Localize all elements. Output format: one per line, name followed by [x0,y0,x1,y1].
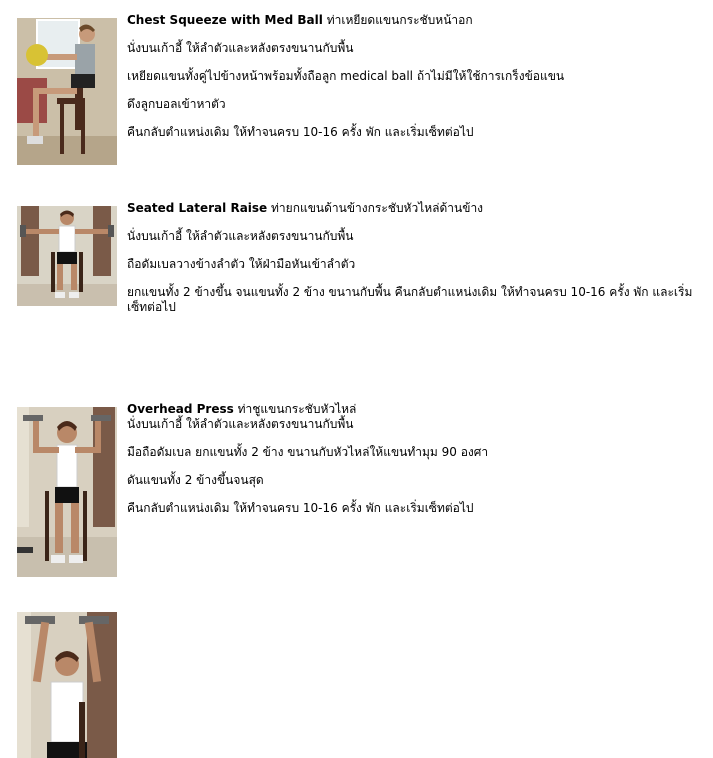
step: เหยียดแขนทั้งคู่ไปข้างหน้าพร้อมทั้งถือลูก medical ball ถ้าไม่มีให้ใช้การเกร็งข้อแขน [127,69,565,83]
step: นั่งบนเก้าอี้ ให้ลำตัวและหลังตรงขนานกับพื้น [127,417,354,431]
lateral-raise-text [127,201,709,328]
exercise-title: Seated Lateral Raise [127,201,268,215]
step: คืนกลับตำแหน่งเดิม ให้ทำจนครบ 10-16 ครั้ง พัก และเริ่มเซ็ทต่อไป [127,125,474,139]
exercise-title: Overhead Press [127,402,234,416]
lateral-raise-photo [17,206,117,306]
exercise-subtitle: ท่าชูแขนกระชับหัวไหล่ [237,402,357,416]
overhead-press-extended-photo [17,612,117,758]
exercise-title: Chest Squeeze with Med Ball [127,13,323,27]
overhead-press-start-photo [17,407,117,577]
step: นั่งบนเก้าอี้ ให้ลำตัวและหลังตรงขนานกับพื้น [127,229,354,243]
exercise-subtitle: ท่ายกแขนด้านข้างกระชับหัวไหล่ด้านข้าง [271,201,484,215]
step: มือถือดัมเบล ยกแขนทั้ง 2 ข้าง ขนานกับหัวไหล่ให้แขนทำมุม 90 องศา [127,445,489,459]
step: ดันแขนทั้ง 2 ข้างขึ้นจนสุด [127,473,264,487]
exercise-subtitle: ท่าเหยียดแขนกระชับหน้าอก [326,13,473,27]
overhead-press-text [127,402,709,529]
step: ยกแขนทั้ง 2 ข้างขึ้น จนแขนทั้ง 2 ข้าง ขนานกับพื้น คืนกลับตำแหน่งเดิม ให้ทำจนครบ 10-16 ครั้ง พัก และเริ่มเซ็ทต่อไป [127,285,693,314]
step: ดึงลูกบอลเข้าหาตัว [127,97,226,111]
chest-squeeze-photo [17,18,117,165]
chest-squeeze-text [127,13,709,153]
step: นั่งบนเก้าอี้ ให้ลำตัวและหลังตรงขนานกับพื้น [127,41,354,55]
step: คืนกลับตำแหน่งเดิม ให้ทำจนครบ 10-16 ครั้ง พัก และเริ่มเซ็ทต่อไป [127,501,474,515]
step: ถือดัมเบลวางข้างลำตัว ให้ฝ่ามือหันเข้าลำตัว [127,257,356,271]
